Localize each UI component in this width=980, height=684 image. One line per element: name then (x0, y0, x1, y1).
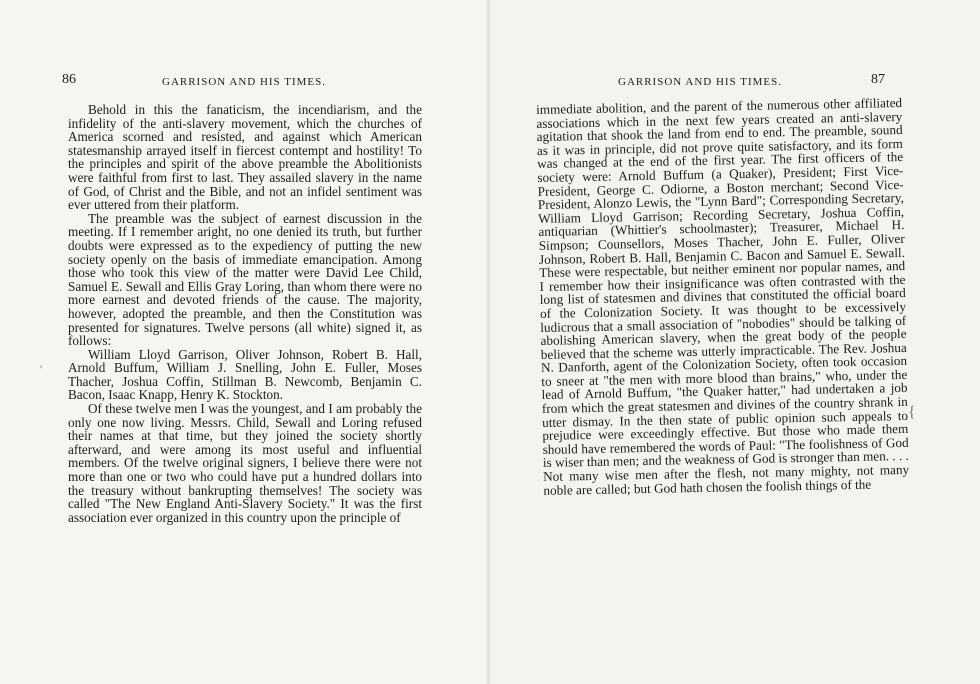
left-page-number: 86 (62, 72, 76, 87)
paragraph: The preamble was the subject of earnest discussion in the meeting. If I remember aright, no one denied its truth, but further doubts were expressed as to the expediency of putting the new society openly on the basis of immediate emancipation. Among those who took this view of the matter were David Lee Child, Samuel E. Sewall and Ellis Gray Loring, than whom there were no more earnest and devoted friends of the cause. The majority, however, adopted the preamble, and then the Constitution was presented for signatures. Twelve persons (all white) signed it, as follows: (68, 210, 422, 349)
signers-list: William Lloyd Garrison, Oliver Johnson, Robert B. Hall, Arnold Buffum, William J. Snelling, John E. Fuller, Moses Thacher, Joshua Coffin, Stillman B. Newcomb, Benjamin C. Bacon, Isaac Knapp, Henry K. Stockton. (68, 346, 422, 403)
right-page-body (536, 96, 910, 497)
right-margin-mark: { (908, 404, 916, 421)
left-page-body (68, 103, 422, 524)
paragraph: Of these twelve men I was the youngest, and I am probably the only one now living. Messrs. Child, Sewall and Loring refused their names at that time, but they joined the society shortly afterward, and were among its most useful and influential members. Of the twelve original signers, I believe there were not more than one or two who could have put a hundred dollars into the treasury without bankrupting themselves! The society was called "The New England Anti-Slavery Society." It was the first association ever organized in this country upon the principle of (68, 401, 422, 525)
right-page-header (618, 74, 978, 90)
right-page (490, 0, 980, 684)
paragraph: immediate abolition, and the parent of the numerous other affiliated associations which in the next few years created an anti-slavery agitation that shook the land from end to end. The preamble, sound as it was in principle, did not prove quite satisfactory, and its form was changed at the end of the first year. The first officers of the society were: Arnold Buffum (a Quaker), President; First Vice-President, George C. Odiorne, a Boston merchant; Second Vice-President, Alonzo Lewis, the "Lynn Bard"; Corresponding Secretary, William Lloyd Garrison; Recording Secretary, Joshua Coffin, antiquarian (Whittier's schoolmaster); Treasurer, Michael H. Simpson; Counsellors, Moses Thacher, John E. Fuller, Oliver Johnson, Robert B. Hall, Benjamin C. Bacon and Samuel E. Sewall. These were respectable, but neither eminent nor popular names, and I remember how their insignificance was often contrasted with the long list of statesmen and divines that constituted the official board of the Colonization Society. It was thought to be excessively ludicrous that a small association of "nobodies" should be talking of abolishing American slavery, when the great body of the people believed that the scheme was utterly impracticable. The Rev. Joshua N. Danforth, agent of the Colonization Society, often took occasion to sneer at "the men with more blood than brains," who, under the lead of Arnold Buffum, "the Quaker hatter," had undertaken a job from which the great statesmen and divines of the country shrank in utter dismay. In the then state of public opinion such appeals to prejudice were exceedingly effective. But those who made them should have remembered the words of Paul: "The foolishness of God is wiser than men; and the weakness of God is stronger than men. . . . Not many wise men after the flesh, not many mighty, not many noble are called; but God hath chosen the foolish things of the (535, 94, 910, 498)
left-margin-mark: ' (40, 362, 43, 376)
left-running-head: GARRISON AND HIS TIMES. (162, 76, 326, 88)
right-running-head: GARRISON AND HIS TIMES. (618, 76, 782, 88)
right-page-number: 87 (871, 72, 885, 87)
paragraph: Behold in this the fanaticism, the incendiarism, and the infidelity of the anti-slavery movement, which the churches of America scorned and resisted, and against which American statesmanship arrayed itself in fiercest contempt and hostility! To the principles and spirit of the above preamble the Abolitionists were faithful from first to last. They assailed slavery in the name of God, of Christ and the Bible, and not an infidel sentiment was ever uttered from their platform. (68, 102, 422, 213)
left-page-header (62, 74, 432, 90)
